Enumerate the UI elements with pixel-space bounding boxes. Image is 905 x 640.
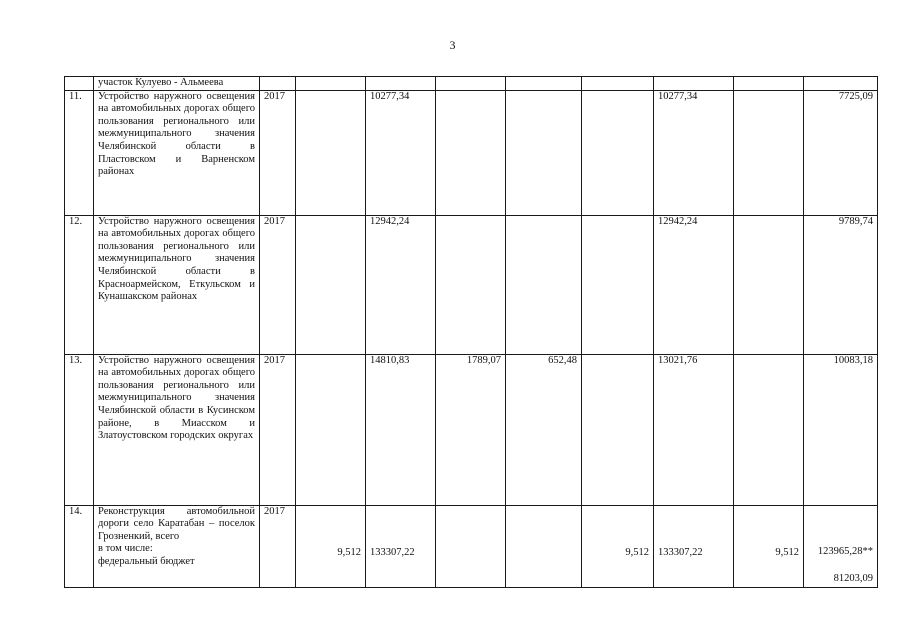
table-row [65, 90, 878, 215]
project-name: участок Кулуево - Альмеева [94, 77, 260, 91]
value-cell [436, 215, 506, 354]
row-number: 13. [65, 354, 94, 505]
value-cell [436, 505, 506, 587]
table-row [65, 77, 878, 91]
including-label: в том числе: [98, 543, 153, 555]
project-name: Устройство наружного освещения на автомобильных дорогах общего пользования регионального или межмуниципального значения Челябинской области в Красноармейском, Еткульском и Кунашакском районах [94, 215, 260, 354]
row-number: 14. [65, 505, 94, 587]
value-cell [734, 354, 804, 505]
value-cell: 9,512 [296, 505, 366, 587]
investment-table [64, 76, 878, 588]
value-cell [582, 354, 654, 505]
table-row [65, 215, 878, 354]
value-cell: 9,512 [582, 505, 654, 587]
value-cell [734, 215, 804, 354]
value-cell: 14810,83 [366, 354, 436, 505]
value-cell [734, 90, 804, 215]
value-cell: 133307,22 [366, 505, 436, 587]
row-number: 12. [65, 215, 94, 354]
year-cell: 2017 [260, 215, 296, 354]
year-cell: 2017 [260, 505, 296, 587]
value-cell [804, 505, 878, 587]
value-cell: 133307,22 [654, 505, 734, 587]
value-cell [506, 90, 582, 215]
value-cell: 10083,18 [804, 354, 878, 505]
project-name: Реконструкция автомобильной дороги село Каратабан – поселок Грозненкий, всего [98, 505, 255, 542]
value-cell: 9,512 [734, 505, 804, 587]
row-number: 11. [65, 90, 94, 215]
value-cell [436, 90, 506, 215]
value-cell: 9789,74 [804, 215, 878, 354]
project-name: Устройство наружного освещения на автомобильных дорогах общего пользования регионального или межмуниципального значения Челябинской области в Пластовском и Варненском районах [94, 90, 260, 215]
value-cell: 7725,09 [804, 90, 878, 215]
project-name: Устройство наружного освещения на автомобильных дорогах общего пользования регионального или межмуниципального значения Челябинской области в Кусинском районе, в Миасском и Златоустовском городских округах [94, 354, 260, 505]
value-cell: 12942,24 [366, 215, 436, 354]
project-name-cell [94, 505, 260, 587]
table-row [65, 354, 878, 505]
table-row [65, 505, 878, 587]
value-cell [582, 215, 654, 354]
value-cell [296, 354, 366, 505]
value-cell: 12942,24 [654, 215, 734, 354]
value-cell [296, 215, 366, 354]
total-value: 123965,28** [817, 546, 873, 558]
value-cell [506, 505, 582, 587]
value-cell: 13021,76 [654, 354, 734, 505]
value-cell: 10277,34 [366, 90, 436, 215]
federal-value: 81203,09 [833, 573, 873, 584]
value-cell [582, 90, 654, 215]
value-cell [506, 215, 582, 354]
value-cell: 1789,07 [436, 354, 506, 505]
value-cell: 10277,34 [654, 90, 734, 215]
value-cell: 652,48 [506, 354, 582, 505]
federal-budget-label: федеральный бюджет [98, 555, 195, 567]
page-number: 3 [449, 38, 456, 52]
year-cell: 2017 [260, 354, 296, 505]
value-cell [296, 90, 366, 215]
year-cell: 2017 [260, 90, 296, 215]
